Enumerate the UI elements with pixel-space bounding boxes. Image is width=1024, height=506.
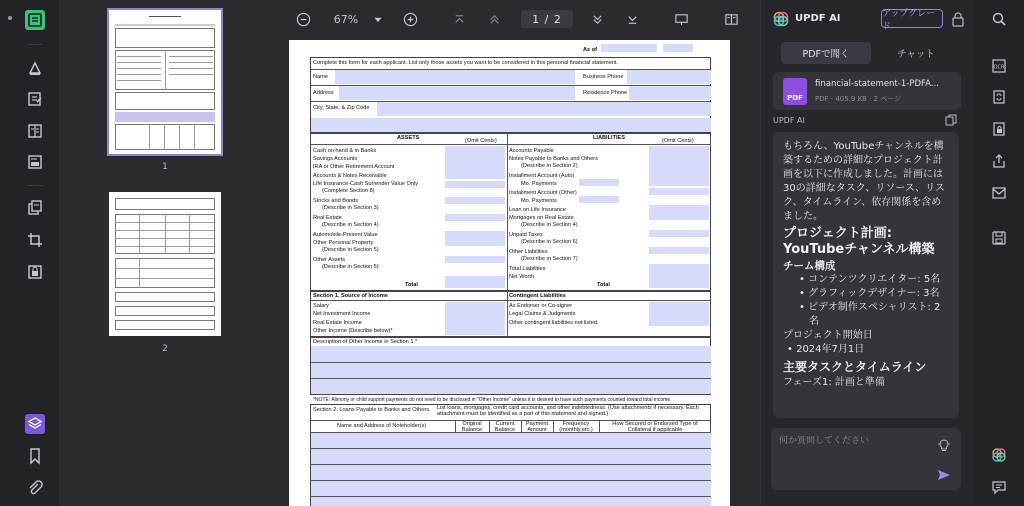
as-of-field[interactable]	[601, 44, 657, 52]
page-indicator[interactable]: 1 / 2	[521, 10, 573, 28]
table-header: Name and Address of Noteholder(s)	[337, 423, 427, 429]
section1-title: Section 1. Source of Income	[313, 293, 388, 299]
thumbnail-panel	[60, 0, 270, 506]
rail-separator	[28, 185, 42, 186]
rail-separator	[28, 44, 42, 45]
fill-sign-icon[interactable]	[25, 152, 45, 172]
auto-field[interactable]	[445, 231, 505, 246]
liability-label: (Describe in Section 6)	[521, 239, 578, 245]
liability-label: Loan on Life Insurance	[509, 207, 566, 213]
rail-indicator-dot	[8, 16, 12, 20]
liability-label: Mortgages on Real Estate	[509, 215, 574, 221]
asset-label: Automobile-Present Value	[313, 232, 378, 238]
total-assets-field[interactable]	[445, 276, 505, 288]
life-insurance-field[interactable]	[445, 181, 505, 188]
question-input[interactable]	[779, 436, 929, 446]
liabilities-values-field[interactable]	[649, 146, 709, 186]
liability-label: (Describe in Section 2)	[521, 163, 578, 169]
ai-panel	[760, 0, 974, 506]
other-income-label: Description of Other Income in Section 1.*	[313, 339, 418, 345]
liability-label: (Describe in Section 7)	[521, 256, 578, 262]
start-date-item: • 2024年7月1日	[787, 344, 865, 355]
file-card[interactable]	[773, 72, 961, 110]
previous-page-icon[interactable]	[485, 10, 503, 28]
loan-mortgage-field[interactable]	[649, 205, 709, 220]
question-box	[771, 428, 961, 490]
liability-label: Unpaid Taxes	[509, 232, 543, 238]
updf-ai-logo-icon	[773, 11, 789, 27]
protect-icon[interactable]	[25, 262, 45, 282]
asset-label: IRA or Other Retirement Account	[313, 164, 395, 170]
assets-omit-cents: (Omit Cents)	[465, 138, 497, 144]
liability-label: Notes Payable to Banks and Others	[509, 156, 598, 162]
page-layout-icon[interactable]	[722, 10, 740, 28]
contingent-title: Contingent Liabilities	[509, 293, 566, 299]
liability-label: Net Worth	[509, 274, 535, 280]
liability-label: Mo. Payments	[521, 181, 557, 187]
contingent-label: As Endorser or Co-signer	[509, 303, 573, 309]
stocks-field[interactable]	[445, 197, 505, 204]
liabilities-header: LIABILITIES	[593, 135, 626, 141]
other-income-field[interactable]	[311, 346, 711, 394]
intro-text: Complete this form for each applicant. List only those assets you want to be considered in this personal financial statement.	[313, 60, 619, 66]
ai-answer	[773, 132, 959, 418]
bookmark-icon[interactable]	[25, 446, 45, 466]
ai-title: UPDF AI	[795, 13, 841, 24]
section2-title: Section 2. Loans Payable to Banks and Others.	[313, 407, 431, 413]
page-thumbnail-2[interactable]	[109, 192, 221, 336]
table-header: Payment Amount	[525, 421, 549, 434]
team-item: • コンテンツクリエイター: 5名	[799, 274, 941, 285]
crop-icon[interactable]	[25, 230, 45, 250]
asset-label: Stocks and Bonds	[313, 198, 359, 204]
business-phone-label: Business Phone	[583, 74, 624, 80]
as-of-label: As of	[583, 47, 597, 53]
city-label: City, State, & Zip Code	[313, 105, 370, 111]
document-canvas	[270, 38, 760, 506]
team-item-text: ビデオ制作スペシャリスト: 2名	[808, 302, 941, 327]
ai-tabs	[781, 42, 959, 64]
left-tool-rail	[0, 0, 60, 506]
share-icon[interactable]	[990, 152, 1008, 170]
contingent-label: Other contingent liabilities not listed.	[509, 320, 599, 326]
first-page-icon[interactable]	[450, 10, 468, 28]
updf-ai-icon[interactable]	[990, 446, 1008, 464]
city-field[interactable]	[377, 102, 711, 116]
upgrade-button[interactable]: アップグレード	[881, 9, 943, 28]
income-label: Net Investment Income	[313, 311, 371, 317]
asset-label: Real Estate	[313, 215, 342, 221]
send-icon[interactable]	[937, 468, 951, 482]
protect-document-icon[interactable]	[990, 120, 1008, 138]
zoom-dropdown-icon[interactable]	[371, 10, 385, 28]
last-page-icon[interactable]	[623, 10, 641, 28]
assets-total-label: Total	[405, 282, 418, 288]
answer-source-label: UPDF AI	[773, 116, 805, 125]
section2-desc: List loans, mortgages, credit card accounts, and other indebtedness. (Use attachments if necessary. Each attachment must be identified as a part of this statement and signed.)	[437, 405, 699, 418]
attachment-icon[interactable]	[25, 478, 45, 498]
asset-label: Accounts & Notes Receivable	[313, 173, 387, 179]
pdf-page[interactable]	[289, 40, 730, 506]
presentation-icon[interactable]	[672, 10, 690, 28]
liability-label: (Describe in Section 4)	[521, 222, 578, 228]
asset-label: Other Personal Property	[313, 240, 374, 246]
other-assets-field[interactable]	[445, 256, 505, 263]
ocr-icon[interactable]	[990, 57, 1008, 75]
lightbulb-icon[interactable]	[937, 438, 951, 452]
asset-label: Cash on hand & in Banks	[313, 148, 377, 154]
contingent-label: Legal Claims & Judgments	[509, 311, 576, 317]
page-thumbnail-1[interactable]	[109, 10, 221, 154]
income-label: Other Income (Describe below)*	[313, 328, 393, 334]
liability-label: Accounts Payable	[509, 148, 554, 154]
layers-icon[interactable]	[25, 414, 45, 434]
answer-phase1: フェーズ1: 計画と準備	[783, 377, 885, 388]
asset-label: Savings Accounts	[313, 156, 358, 162]
liability-label: Total Liabilities	[509, 266, 546, 272]
mo-payments-auto-field[interactable]	[579, 179, 619, 186]
file-meta: PDF · 405.9 KB · 2 ページ	[815, 95, 902, 103]
income-label: Salary	[313, 303, 329, 309]
name-label: Name	[313, 74, 328, 80]
comment-icon[interactable]	[990, 478, 1008, 496]
residence-phone-field[interactable]	[629, 86, 711, 100]
organize-pages-icon[interactable]	[25, 198, 45, 218]
asset-label: Other Assets	[313, 257, 346, 263]
lock-icon[interactable]	[951, 11, 965, 27]
address-field[interactable]	[339, 86, 575, 100]
page-number-2: 2	[162, 344, 168, 354]
liability-label: Other Liabilities	[509, 249, 548, 255]
zoom-out-icon[interactable]	[294, 10, 312, 28]
liability-label: Mo. Payments	[521, 198, 557, 204]
team-item-text: コンテンツクリエイター: 5名	[808, 274, 941, 285]
table-header: Frequency (monthly,etc.)	[559, 421, 593, 434]
asset-label: (Describe in Section 3)	[322, 205, 379, 211]
right-tool-rail	[974, 0, 1024, 506]
file-name: financial-statement-1-PDFA...	[815, 79, 939, 89]
copy-icon[interactable]	[945, 114, 957, 126]
pdf-file-icon: PDF	[783, 78, 807, 105]
next-page-icon[interactable]	[588, 10, 606, 28]
edit-pdf-icon[interactable]	[25, 89, 45, 109]
save-icon[interactable]	[990, 229, 1008, 247]
assets-header: ASSETS	[397, 135, 420, 141]
income-values-field[interactable]	[445, 302, 505, 335]
answer-intro: もちろん、YouTubeチャンネルを構築するための詳細なプロジェクト計画を以下に作成しました。計画には30の詳細なタスク、リソース、リスク、タイムライン、依存関係を含めました。	[783, 141, 945, 222]
email-icon[interactable]	[990, 184, 1008, 202]
total-networth-field[interactable]	[649, 264, 709, 288]
asset-label: (Describe in Section 4)	[322, 222, 379, 228]
installment-other-field[interactable]	[649, 188, 709, 195]
table-header: How Secured or Endorsed Type of Collateral if applicable	[612, 421, 698, 434]
city-extra-field[interactable]	[311, 118, 711, 132]
answer-tasks-title: 主要タスクとタイムライン	[783, 360, 927, 374]
asset-label: (Describe in Section 5)	[322, 247, 379, 253]
highlighter-icon[interactable]	[25, 58, 45, 78]
form-icon[interactable]	[25, 121, 45, 141]
liability-label: Installment Account (Other)	[509, 190, 577, 196]
asset-label: Life Insurance-Cash Surrender Value Only	[313, 181, 418, 187]
name-field[interactable]	[335, 70, 575, 84]
real-estate-field[interactable]	[445, 214, 505, 221]
contingent-values-field[interactable]	[649, 302, 709, 326]
ai-header	[761, 0, 975, 38]
team-item-text: グラフィックデザイナー: 3名	[808, 288, 940, 299]
as-of-year-field[interactable]	[663, 44, 693, 52]
liabilities-omit-cents: (Omit Cents)	[662, 138, 694, 144]
search-icon[interactable]	[990, 10, 1008, 28]
assets-values-field[interactable]	[445, 146, 505, 179]
business-phone-field[interactable]	[627, 70, 711, 84]
answer-plan-title: プロジェクト計画: YouTubeチャンネル構築	[783, 226, 935, 257]
svg-text:OCR: OCR	[993, 64, 1005, 71]
reader-mode-icon[interactable]	[25, 10, 45, 30]
tab-ask-pdf[interactable]: PDFで聞く	[781, 42, 871, 64]
top-toolbar	[270, 0, 760, 38]
start-date-text: 2024年7月1日	[796, 344, 865, 355]
table-header: Original Balance	[461, 421, 483, 434]
answer-start-title: プロジェクト開始日	[783, 330, 873, 341]
other-liabilities-field[interactable]	[649, 247, 709, 254]
table-header: Current Balance	[494, 421, 516, 434]
mo-payments-other-field[interactable]	[579, 196, 619, 203]
address-label: Address	[313, 90, 334, 96]
alimony-note: *NOTE: Alimony or child support payments do not need to be disclosed in "Other Income" unless it is desired to have such payments counted toward total income.	[313, 397, 672, 403]
convert-icon[interactable]	[990, 88, 1008, 106]
unpaid-taxes-field[interactable]	[649, 230, 709, 237]
asset-label: (Describe in Section 5)	[322, 264, 379, 270]
liabilities-total-label: Total	[597, 282, 610, 288]
residence-phone-label: Residence Phone	[583, 90, 628, 96]
income-label: Real Estate Income	[313, 320, 362, 326]
asset-label: (Complete Section 8)	[322, 188, 375, 194]
liability-label: Installment Account (Auto)	[509, 173, 575, 179]
answer-team-title: チーム構成	[783, 260, 836, 272]
page-number-1: 1	[162, 162, 168, 172]
team-item: • ビデオ制作スペシャリスト: 2名	[799, 302, 941, 327]
zoom-level[interactable]: 67%	[333, 12, 359, 26]
tab-chat[interactable]: チャット	[897, 49, 935, 60]
zoom-in-icon[interactable]	[401, 10, 419, 28]
team-item: • グラフィックデザイナー: 3名	[799, 288, 940, 299]
